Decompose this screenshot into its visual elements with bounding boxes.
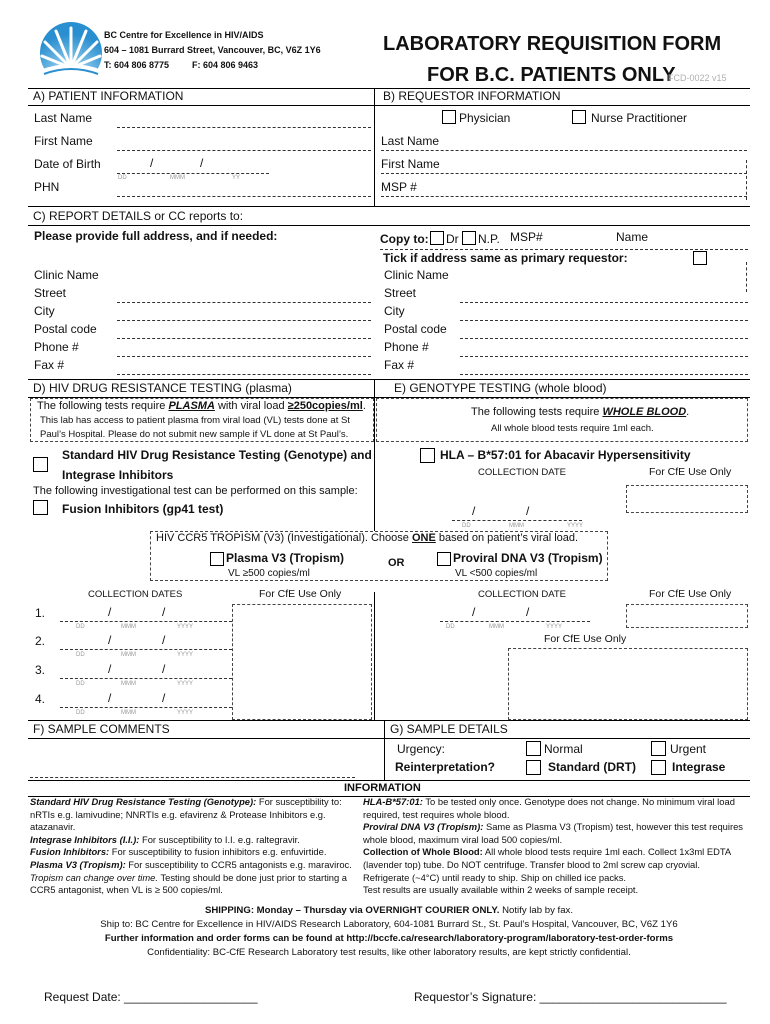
info-right-4-t: Test results are usually available within 2 weeks of sample receipt.: [363, 884, 639, 896]
proviral-date-field[interactable]: [440, 621, 590, 622]
hla-label: HLA – B*57:01 for Abacavir Hypersensitivity: [440, 448, 691, 462]
info-left: [30, 796, 356, 897]
section-e-header: E) GENOTYPE TESTING (whole blood): [394, 381, 607, 395]
information-header: INFORMATION: [344, 782, 421, 794]
info-left-4: [30, 859, 356, 897]
copy-street-field[interactable]: [460, 302, 748, 303]
standard-genotype-label-2: Integrase Inhibitors: [62, 468, 174, 482]
patient-phn-label: PHN: [34, 180, 60, 194]
d-cfe-label: For CfE Use Only: [259, 588, 342, 600]
urgency-label: Urgency:: [397, 742, 446, 756]
patient-last-name-label: Last Name: [34, 111, 93, 125]
proviral-collection-date-label: COLLECTION DATE: [478, 589, 566, 600]
hla-date-slash-2: /: [526, 504, 530, 518]
patient-phn-field[interactable]: [117, 196, 371, 197]
hla-date-field[interactable]: [452, 520, 582, 521]
r1-yyyy: YYYY: [177, 624, 194, 630]
section-a-header: A) PATIENT INFORMATION: [33, 89, 184, 103]
tropism-title-pre: HIV CCR5 TROPISM (V3) (Investigational). Choose: [156, 532, 412, 544]
info-left-4-t2: Testing should be done just prior to starting a CCR5 antagonist, when VL is ≥ 500 copies/ml.: [30, 871, 348, 896]
e-mmm: MMM: [489, 624, 504, 630]
r3-slash-1: /: [108, 662, 112, 676]
proviral-cfe-label: For CfE Use Only: [649, 588, 732, 600]
dob-dd-hint: DD: [118, 175, 127, 181]
shipping-line: [28, 905, 750, 916]
info-left-4-b: Plasma V3 (Tropism):: [30, 858, 126, 870]
r1-slash-2: /: [162, 605, 166, 619]
collection-date-1-field[interactable]: [60, 621, 232, 622]
requestor-msp-label: MSP #: [381, 180, 417, 194]
hla-date-slash-1: /: [472, 504, 476, 518]
whole-blood-note: All whole blood tests require 1ml each.: [491, 423, 654, 434]
plasma-req-vl: ≥250copies/ml: [287, 400, 363, 412]
r4-yyyy: YYYY: [177, 710, 194, 716]
cc-fax-field[interactable]: [117, 374, 371, 375]
r3-slash-2: /: [162, 662, 166, 676]
form-title-line1: LABORATORY REQUISITION FORM: [383, 33, 722, 55]
org-address: 604 – 1081 Burrard Street, Vancouver, BC, V6Z 1Y6: [104, 45, 321, 55]
further-info: Further information and order forms can be found at http://bccfe.ca/research/laboratory-program/laboratory-test-order-forms: [104, 933, 674, 944]
r2-mmm: MMM: [121, 652, 136, 658]
info-left-2: [30, 834, 356, 847]
tropism-title-post: based on patient’s viral load.: [435, 532, 579, 544]
dob-slash-1: /: [150, 156, 154, 170]
r4-slash-1: /: [108, 691, 112, 705]
wb-req-wb: WHOLE BLOOD: [602, 406, 687, 418]
shipping-text: Notify lab by fax.: [499, 905, 574, 916]
info-left-1-b: Standard HIV Drug Resistance Testing (Genotype):: [30, 796, 257, 807]
info-left-1: [30, 796, 356, 834]
copy-fax-field[interactable]: [460, 374, 748, 375]
copy-to-dr-checkbox[interactable]: [430, 231, 444, 245]
cc-clinic-label: Clinic Name: [34, 268, 99, 282]
info-left-4-t: For susceptibility to CCR5 antagonists e.g. maraviroc.: [125, 858, 352, 870]
copy-to-np-checkbox[interactable]: [462, 231, 476, 245]
copy-to-msp-field[interactable]: [380, 249, 748, 250]
hla-checkbox[interactable]: [420, 448, 435, 463]
plasma-req-plasma: PLASMA: [168, 400, 215, 412]
collection-date-2-field[interactable]: [60, 649, 232, 650]
r3-mmm: MMM: [121, 681, 136, 687]
e-yyyy: YYYY: [546, 624, 563, 630]
cc-city-label: City: [34, 304, 55, 318]
r3-yyyy: YYYY: [177, 681, 194, 687]
physician-label: Physician: [459, 111, 511, 125]
integrase-label: Integrase: [672, 760, 726, 774]
info-right-1-t: To be tested only once. Genotype does not change. No minimum viral load required, test requires whole blood.: [363, 796, 735, 820]
info-right-3-b: Collection of Whole Blood:: [363, 846, 483, 858]
reinterpretation-label: Reinterpretation?: [395, 760, 496, 774]
org-fax: F: 604 806 9463: [192, 60, 259, 70]
hla-mmm-hint: MMM: [509, 523, 524, 529]
cc-postal-label: Postal code: [34, 322, 97, 336]
dob-yy-hint: YY: [232, 175, 241, 181]
r3-dd: DD: [76, 681, 85, 687]
nurse-practitioner-checkbox[interactable]: [572, 110, 586, 124]
proviral-v3-label: Proviral DNA V3 (Tropism): [453, 551, 603, 565]
hla-cfe-box: [626, 485, 748, 513]
cc-fax-label: Fax #: [34, 358, 65, 372]
hla-dd-hint: DD: [462, 523, 471, 529]
org-tel: T: 604 806 8775: [104, 60, 170, 70]
urgent-checkbox[interactable]: [651, 741, 666, 756]
proviral-cfe-box: [626, 604, 748, 628]
confidentiality: Confidentiality: BC-CfE Research Laboratory test results, like other laboratory results, are kept strictly confidential.: [147, 947, 631, 958]
copy-postal-field[interactable]: [460, 338, 748, 339]
proviral-v3-vl: VL <500 copies/ml: [455, 568, 538, 579]
copy-phone-field[interactable]: [460, 356, 748, 357]
plasma-req-end: .: [362, 400, 366, 412]
requestor-first-name-field[interactable]: [381, 173, 747, 174]
r1-mmm: MMM: [121, 624, 136, 630]
r2-slash-2: /: [162, 633, 166, 647]
r2-dd: DD: [76, 652, 85, 658]
copy-to-label: Copy to:: [380, 232, 429, 246]
standard-genotype-checkbox[interactable]: [33, 457, 48, 472]
info-left-4-i: Tropism can change over time.: [30, 871, 159, 883]
hla-collection-date-label: COLLECTION DATE: [478, 467, 566, 478]
cc-phone-label: Phone #: [34, 340, 79, 354]
info-left-2-t: For susceptibility to I.I. e.g. raltegravir.: [139, 833, 300, 845]
section-c-header: C) REPORT DETAILS or CC reports to:: [33, 209, 244, 223]
copy-to-dr-label: Dr: [446, 232, 459, 246]
info-left-3: [30, 846, 356, 859]
copy-city-label: City: [384, 304, 405, 318]
normal-label: Normal: [544, 742, 583, 756]
hla-yyyy-hint: YYYY: [567, 523, 584, 529]
tropism-title: [156, 532, 578, 544]
requestor-first-name-label: First Name: [381, 157, 440, 171]
whole-blood-requirement: [471, 406, 689, 418]
plasma-v3-vl: VL ≥500 copies/ml: [228, 568, 310, 579]
collection-row-3-label: 3.: [35, 663, 46, 677]
info-left-1-t: For susceptibility to: nRTIs e.g. lamivudine; NNRTIs e.g. efavirenz & Protease Inhibitors e.g. atazanavir.: [30, 796, 342, 833]
info-right-4: [363, 884, 743, 897]
section-b-header: B) REQUESTOR INFORMATION: [383, 89, 561, 103]
collection-row-4-label: 4.: [35, 692, 46, 706]
ship-to: Ship to: BC Centre for Excellence in HIV/AIDS Research Laboratory, 604-1081 Burrard St., St. Paul’s Hospital, Vancouver, BC, V6Z 1Y6: [100, 919, 678, 930]
fusion-inhibitors-label: Fusion Inhibitors (gp41 test): [62, 502, 224, 516]
cc-phone-field[interactable]: [117, 356, 371, 357]
patient-dob-field[interactable]: [117, 173, 269, 174]
info-right-2: [363, 821, 743, 846]
info-right: [363, 796, 743, 897]
investigational-note: The following investigational test can be performed on this sample:: [33, 485, 358, 497]
cc-city-field[interactable]: [117, 320, 371, 321]
info-right-2-t: Same as Plasma V3 (Tropism) test, however this test requires whole blood, maximum viral load 500 copies/ml.: [363, 821, 743, 845]
r4-mmm: MMM: [121, 710, 136, 716]
physician-checkbox[interactable]: [442, 110, 456, 124]
proviral-v3-checkbox[interactable]: [437, 552, 451, 566]
copy-postal-label: Postal code: [384, 322, 447, 336]
copy-street-label: Street: [384, 286, 417, 300]
org-name: BC Centre for Excellence in HIV/AIDS: [104, 30, 264, 40]
section-f-header: F) SAMPLE COMMENTS: [33, 722, 170, 736]
standard-drt-checkbox[interactable]: [526, 760, 541, 775]
copy-city-field[interactable]: [460, 320, 748, 321]
info-right-1: [363, 796, 743, 821]
logo: [36, 18, 106, 88]
d-cfe-box: [232, 604, 372, 720]
plasma-v3-label: Plasma V3 (Tropism): [226, 551, 345, 565]
patient-first-name-field[interactable]: [117, 150, 371, 151]
info-right-3: [363, 846, 743, 884]
logo-icon: [36, 18, 106, 88]
tropism-title-one: ONE: [411, 532, 436, 544]
proviral-cfe-box-2: [508, 648, 748, 720]
standard-genotype-label-1: Standard HIV Drug Resistance Testing (Genotype) and: [62, 448, 372, 462]
patient-first-name-label: First Name: [34, 134, 93, 148]
plasma-note-1: This lab has access to patient plasma from viral load (VL) tests done at St: [40, 415, 350, 426]
collection-row-2-label: 2.: [35, 634, 46, 648]
wb-req-pre: The following tests require: [471, 406, 603, 418]
plasma-req-mid: with viral load: [214, 400, 288, 412]
copy-phone-label: Phone #: [384, 340, 429, 354]
proviral-cfe-label-2: For CfE Use Only: [544, 633, 627, 645]
info-right-1-b: HLA-B*57:01:: [363, 796, 423, 807]
copy-clinic-label: Clinic Name: [384, 268, 449, 282]
info-left-3-t: For susceptibility to fusion inhibitors e.g. enfuvirtide.: [109, 846, 327, 858]
wb-req-end: .: [686, 406, 690, 418]
tropism-or: OR: [388, 557, 405, 569]
plasma-requirement: [37, 400, 366, 412]
sample-comments-field[interactable]: [30, 777, 355, 778]
normal-checkbox[interactable]: [526, 741, 541, 756]
form-code: FCD-0022 v15: [668, 73, 727, 83]
cc-street-field[interactable]: [117, 302, 371, 303]
integrase-checkbox[interactable]: [651, 760, 666, 775]
collection-dates-label: COLLECTION DATES: [88, 589, 183, 600]
shipping-bold: SHIPPING: Monday – Thursday via OVERNIGHT COURIER ONLY.: [204, 905, 500, 916]
r1-slash-1: /: [108, 605, 112, 619]
info-right-2-b: Proviral DNA V3 (Tropism):: [363, 821, 484, 833]
address-instruction: Please provide full address, and if needed:: [34, 229, 278, 243]
r1-dd: DD: [76, 624, 85, 630]
e-dd: DD: [446, 624, 455, 630]
patient-last-name-field[interactable]: [117, 127, 371, 128]
requestor-last-name-field[interactable]: [381, 150, 747, 151]
r4-slash-2: /: [162, 691, 166, 705]
copy-fax-label: Fax #: [384, 358, 415, 372]
collection-date-4-field[interactable]: [60, 707, 232, 708]
r2-yyyy: YYYY: [177, 652, 194, 658]
plasma-note-2: Paul’s Hospital. Please do not submit new sample if VL done at St Paul’s.: [40, 429, 349, 440]
nurse-practitioner-label: Nurse Practitioner: [591, 111, 688, 125]
urgent-label: Urgent: [670, 742, 707, 756]
section-d-header: D) HIV DRUG RESISTANCE TESTING (plasma): [33, 381, 292, 395]
r2-slash-1: /: [108, 633, 112, 647]
cc-street-label: Street: [34, 286, 67, 300]
plasma-req-pre: The following tests require: [37, 400, 169, 412]
copy-to-name-label: Name: [616, 230, 649, 244]
request-date[interactable]: Request Date: ____________________: [44, 990, 258, 1004]
requestor-signature[interactable]: Requestor’s Signature: ____________________________: [414, 990, 727, 1004]
info-right-3-t: All whole blood tests require 1ml each. Collect 1x3ml EDTA (lavender top) tube. Do NOT centrifuge. Transfer blood to 2ml screw cap cryovial. Refrigerate (~4°C) until ready to ship. Ship on chilled ice packs.: [363, 846, 731, 883]
cc-postal-field[interactable]: [117, 338, 371, 339]
e-slash-2: /: [526, 605, 530, 619]
plasma-v3-checkbox[interactable]: [210, 552, 224, 566]
tick-same-address-label: Tick if address same as primary requestor:: [383, 251, 628, 265]
info-left-2-b: Integrase Inhibitors (I.I.):: [30, 833, 140, 845]
patient-dob-label: Date of Birth: [34, 157, 101, 171]
section-g-header: G) SAMPLE DETAILS: [390, 722, 508, 736]
hla-cfe-label: For CfE Use Only: [649, 466, 732, 478]
same-address-checkbox[interactable]: [693, 251, 707, 265]
collection-date-3-field[interactable]: [60, 678, 232, 679]
copy-to-np-label: N.P.: [478, 232, 500, 246]
info-left-3-b: Fusion Inhibitors:: [30, 846, 110, 858]
r4-dd: DD: [76, 710, 85, 716]
dob-slash-2: /: [200, 156, 204, 170]
form-title-line2: FOR B.C. PATIENTS ONLY: [427, 64, 676, 86]
dob-mmm-hint: MMM: [170, 175, 185, 181]
copy-to-msp-label: MSP#: [510, 230, 543, 244]
fusion-inhibitors-checkbox[interactable]: [33, 500, 48, 515]
standard-drt-label: Standard (DRT): [548, 760, 636, 774]
requestor-msp-field[interactable]: [381, 196, 747, 197]
e-slash-1: /: [472, 605, 476, 619]
requestor-last-name-label: Last Name: [381, 134, 440, 148]
collection-row-1-label: 1.: [35, 606, 46, 620]
